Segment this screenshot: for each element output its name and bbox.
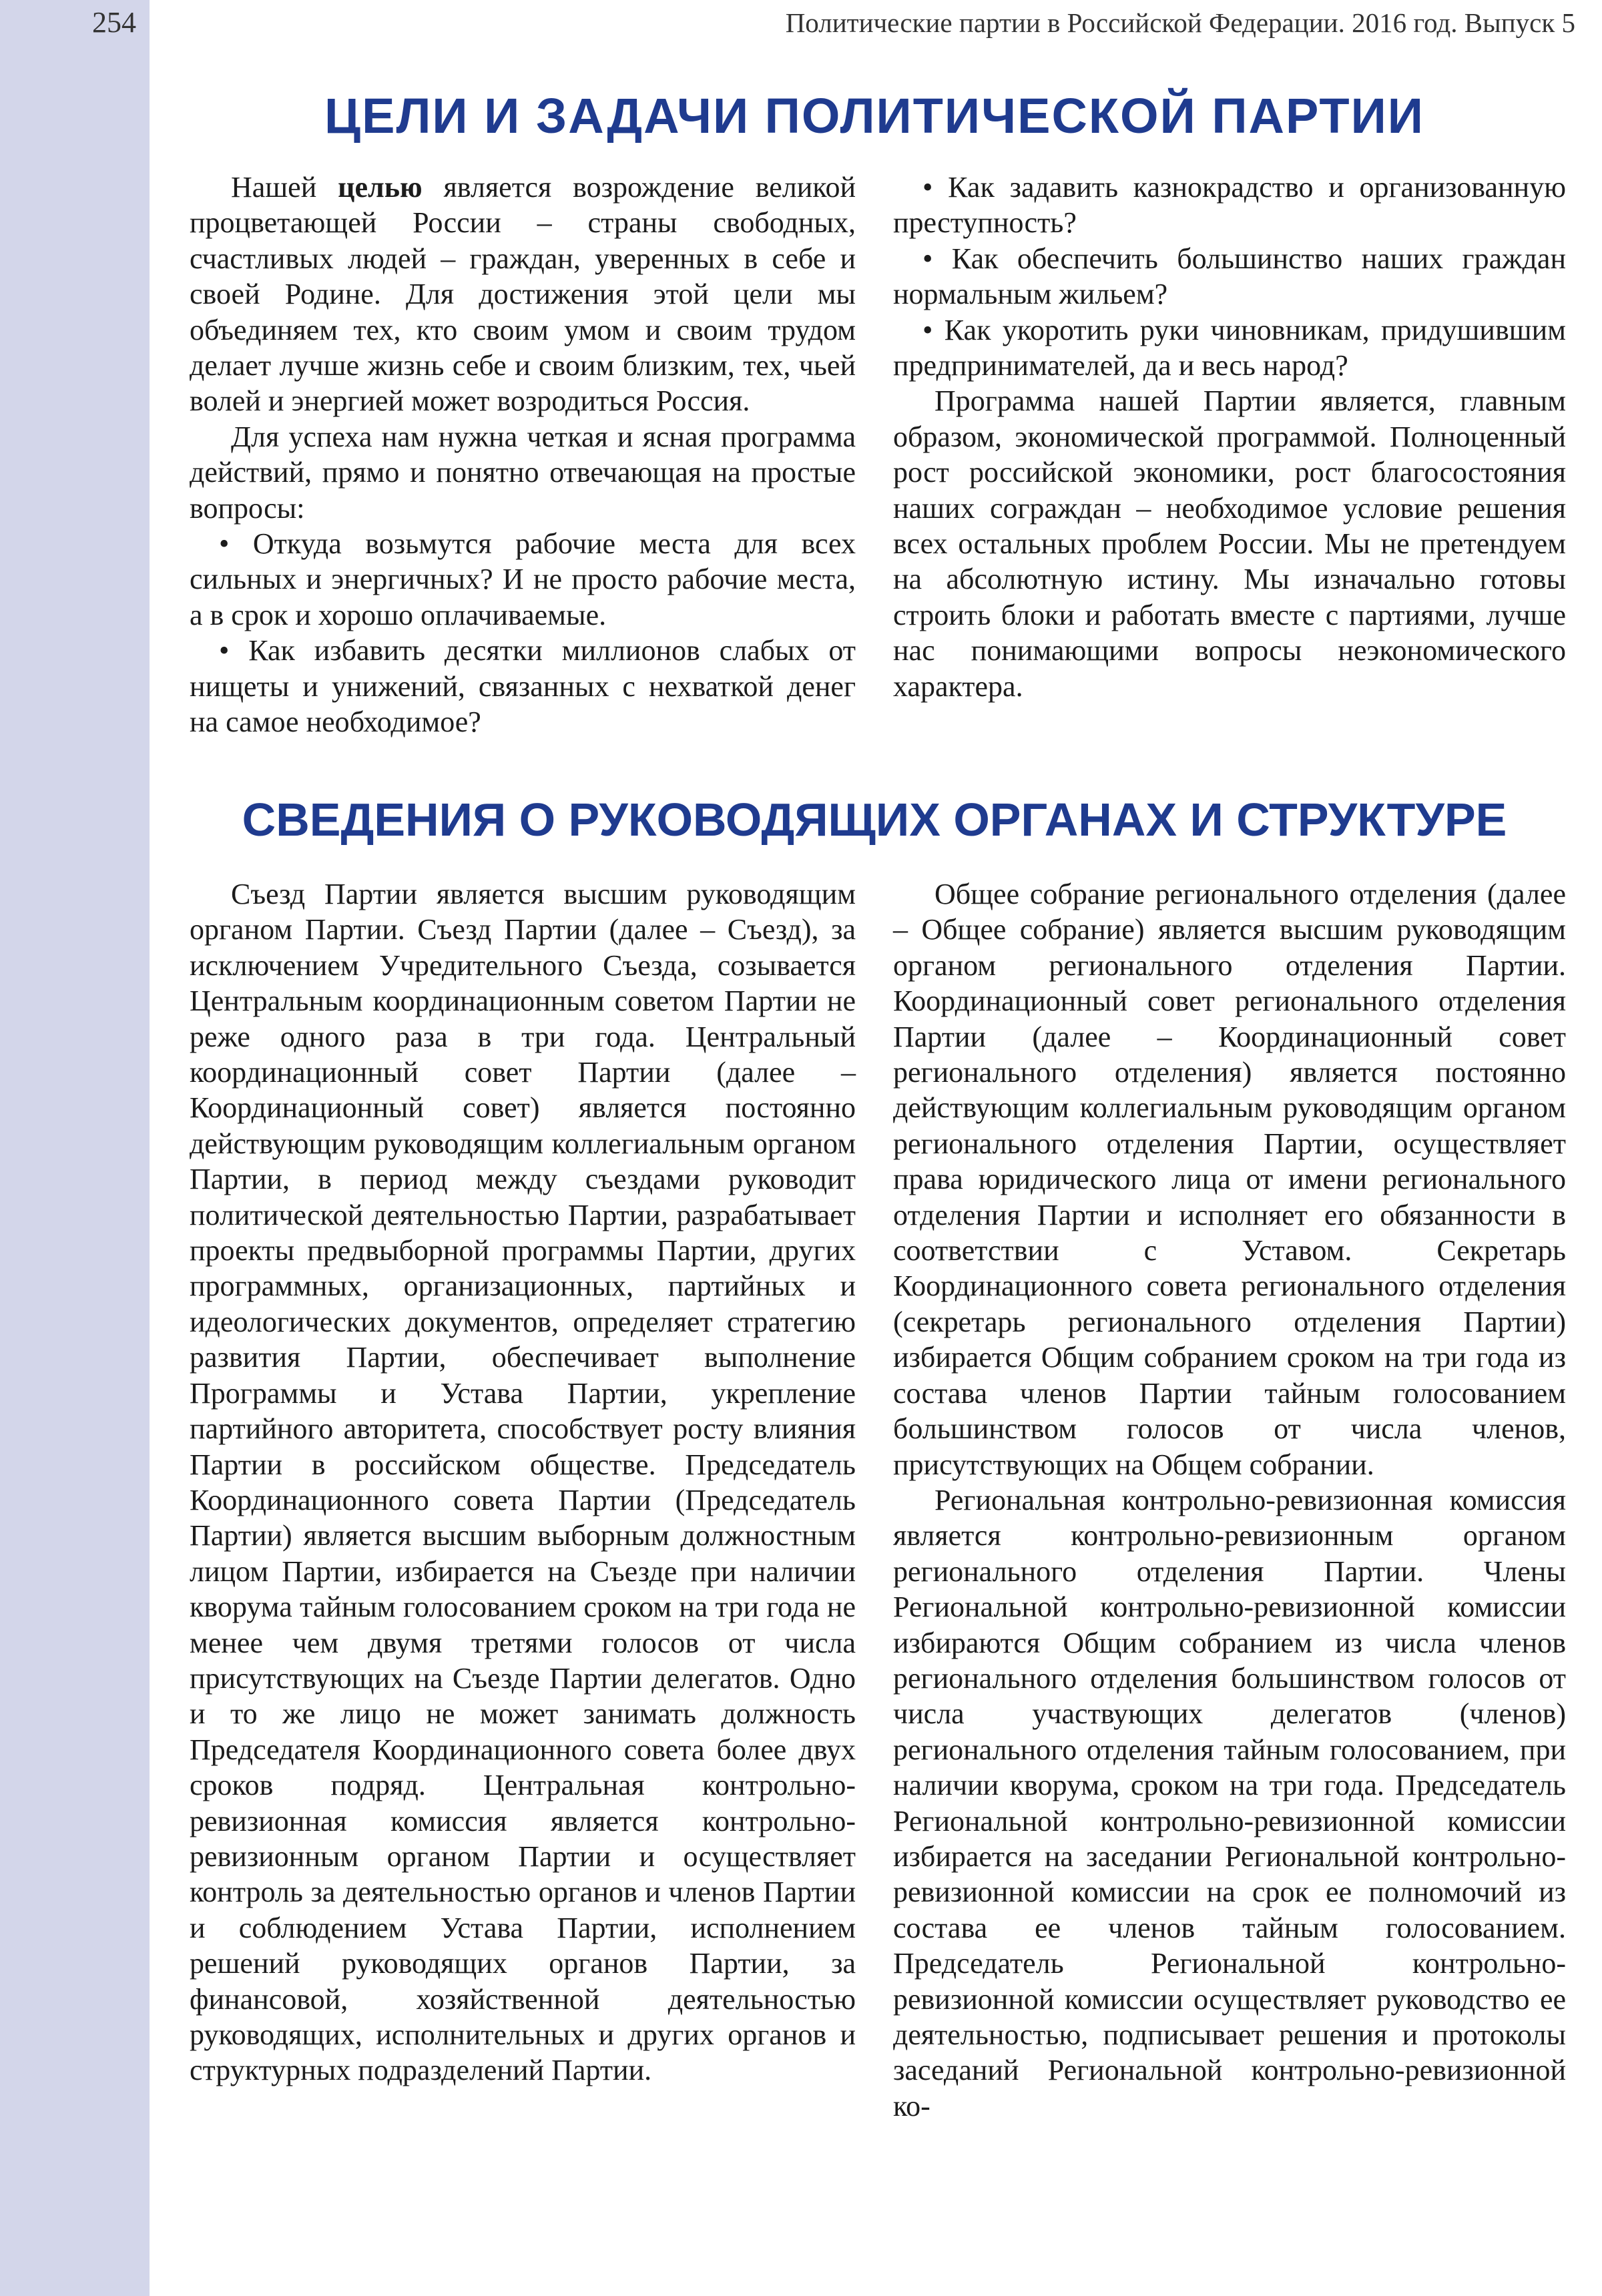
section-title-goals: ЦЕЛИ И ЗАДАЧИ ПОЛИТИЧЕСКОЙ ПАРТИИ	[324, 88, 1424, 144]
structure-column-left	[190, 876, 856, 2088]
structure-column-right	[893, 876, 1566, 2124]
goals-paragraph-2: Для успеха нам нужна четкая и ясная программа действий, прямо и понятно отвечающая на простые вопросы:	[190, 420, 856, 525]
goals-paragraph-1	[190, 170, 856, 419]
structure-paragraph-regional: Общее собрание регионального отделения (далее – Общее собрание) является высшим руководящим органом регионального отделения Партии. Координационный совет регионального отделения Партии (далее – Координационный совет регионального отделения) является постоянно действующим коллегиальным руководящим органом регионального отделения Партии, осуществляет права юридического лица от имени регионального отделения Партии и исполняет его обязанности в соответствии с Уставом. Секретарь Координационного совета регионального отделения (секретарь регионального отделения Партии) избирается Общим собранием сроком на три года из состава членов Партии тайным голосованием большинством голосов от числа членов, присутствующих на Общем собрании.	[893, 878, 1566, 1481]
goals-p1-emphasis: целью	[338, 171, 423, 204]
structure-paragraph-federal: Съезд Партии является высшим руководящим органом Партии. Съезд Партии (далее – Съезд), за исключением Учредительного Съезда, созывается Центральным координационным советом Партии не реже одного раза в три года. Центральный координационный совет Партии (далее – Координационный совет) является постоянно действующим руководящим коллегиальным органом Партии, в период между съездами руководит политической деятельностью Партии, разрабатывает проекты предвыборной программы Партии, других программных, организационных, партийных и идеологических документов, определяет стратегию развития Партии, обеспечивает выполнение Программы и Устава Партии, укрепление партийного авторитета, способствует росту влияния Партии в российском обществе. Председатель Координационного совета Партии (Председатель Партии) является высшим выборным должностным лицом Партии, избирается на Съезде при наличии кворума тайным голосованием сроком на три года не менее чем двумя третями голосов от числа присутствующих на Съезде Партии делегатов. Одно и то же лицо не может занимать должность Председателя Координационного совета более двух сроков подряд. Центральная контрольно-ревизионная комиссия является контрольно-ревизионным органом Партии и осуществляет контроль за деятельностью органов и членов Партии и соблюдением Устава Партии, исполнением решений руководящих органов Партии, за финансовой, хозяйственной деятельностью руководящих, исполнительных и других органов и структурных подразделений Партии.	[190, 878, 856, 2087]
running-header: Политические партии в Российской Федерации. 2016 год. Выпуск 5	[785, 7, 1575, 38]
goals-column-left	[190, 170, 856, 740]
side-margin-band	[0, 0, 150, 2296]
goals-column-right	[893, 170, 1566, 704]
page-number: 254	[92, 6, 136, 39]
question-item: • Как задавить казнокрадство и организованную преступность?	[893, 171, 1566, 240]
question-item: • Как избавить десятки миллионов слабых от нищеты и унижений, связанных с нехваткой денег на самое необходимое?	[190, 634, 856, 739]
question-item: • Откуда возьмутся рабочие места для всех сильных и энергичных? И не просто рабочие места, а в срок и хорошо оплачиваемые.	[190, 527, 856, 631]
goals-p1-start: Нашей	[231, 171, 338, 204]
question-item: • Как укоротить руки чиновникам, придушившим предпринимателей, да и весь народ?	[893, 313, 1566, 382]
structure-paragraph-audit: Региональная контрольно-ревизионная комиссия является контрольно-ревизионным органом регионального отделения Партии. Члены Региональной контрольно-ревизионной комиссии избираются Общим собранием из числа членов регионального отделения большинством голосов от числа участвующих делегатов (членов) регионального отделения тайным голосованием, при наличии кворума, сроком на три года. Председатель Региональной контрольно-ревизионной комиссии избирается на заседании Региональной контрольно-ревизионной комиссии на срок ее полномочий из состава ее членов тайным голосованием. Председатель Региональной контрольно-ревизионной комиссии осуществляет руководство ее деятельностью, подписывает решения и протоколы заседаний Региональной контрольно-ревизионной ко-	[893, 1483, 1566, 2122]
section-title-structure: СВЕДЕНИЯ О РУКОВОДЯЩИХ ОРГАНАХ И СТРУКТУРЕ	[242, 794, 1507, 846]
goals-paragraph-3: Программа нашей Партии является, главным образом, экономической программой. Полноценный рост российской экономики, рост благосостояния наших сограждан – необходимое условие решения всех остальных проблем России. Мы не претендуем на абсолютную истину. Мы изначально готовы строить блоки и работать вместе с партиями, лучше нас понимающими вопросы неэкономического характера.	[893, 384, 1566, 703]
question-item: • Как обеспечить большинство наших граждан нормальным жильем?	[893, 242, 1566, 311]
goals-p1-rest: является возрождение великой процветающей России – страны свободных, счастливых людей – граждан, уверенных в себе и своей Родине. Для достижения этой цели мы объединяем тех, кто своим умом и своим трудом делает лучше жизнь себе и своим близким, тех, чьей волей и энергией может возродиться Россия.	[190, 171, 856, 418]
